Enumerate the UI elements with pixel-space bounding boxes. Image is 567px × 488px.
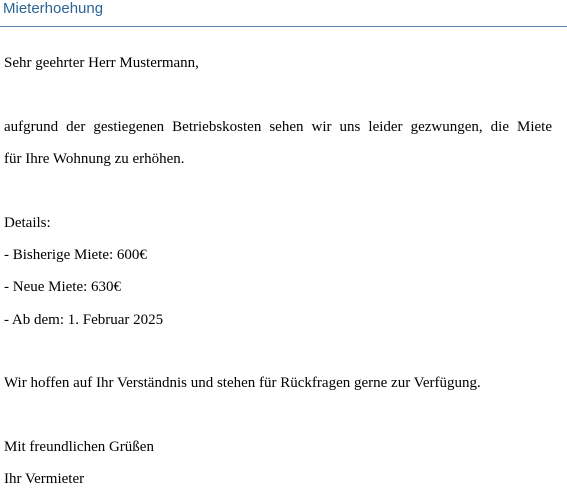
signature: Ihr Vermieter <box>4 471 85 487</box>
details-item-effective-date: - Ab dem: 1. Februar 2025 <box>4 312 164 328</box>
document-title: Mieterhoehung <box>3 0 104 17</box>
details-item-new-rent: - Neue Miete: 630€ <box>4 279 122 295</box>
salutation: Sehr geehrter Herr Mustermann, <box>4 55 199 71</box>
details-heading: Details: <box>4 215 51 231</box>
intro-line-1: aufgrund der gestiegenen Betriebskosten sehen wir uns leider gezwungen, die Miete <box>4 119 552 135</box>
details-item-previous-rent: - Bisherige Miete: 600€ <box>4 247 147 263</box>
sign-off: Mit freundlichen Grüßen <box>4 439 154 455</box>
closing-text: Wir hoffen auf Ihr Verständnis und stehen für Rückfragen gerne zur Verfügung. <box>4 375 481 391</box>
intro-line-2: für Ihre Wohnung zu erhöhen. <box>4 151 185 167</box>
document-header <box>0 0 567 27</box>
